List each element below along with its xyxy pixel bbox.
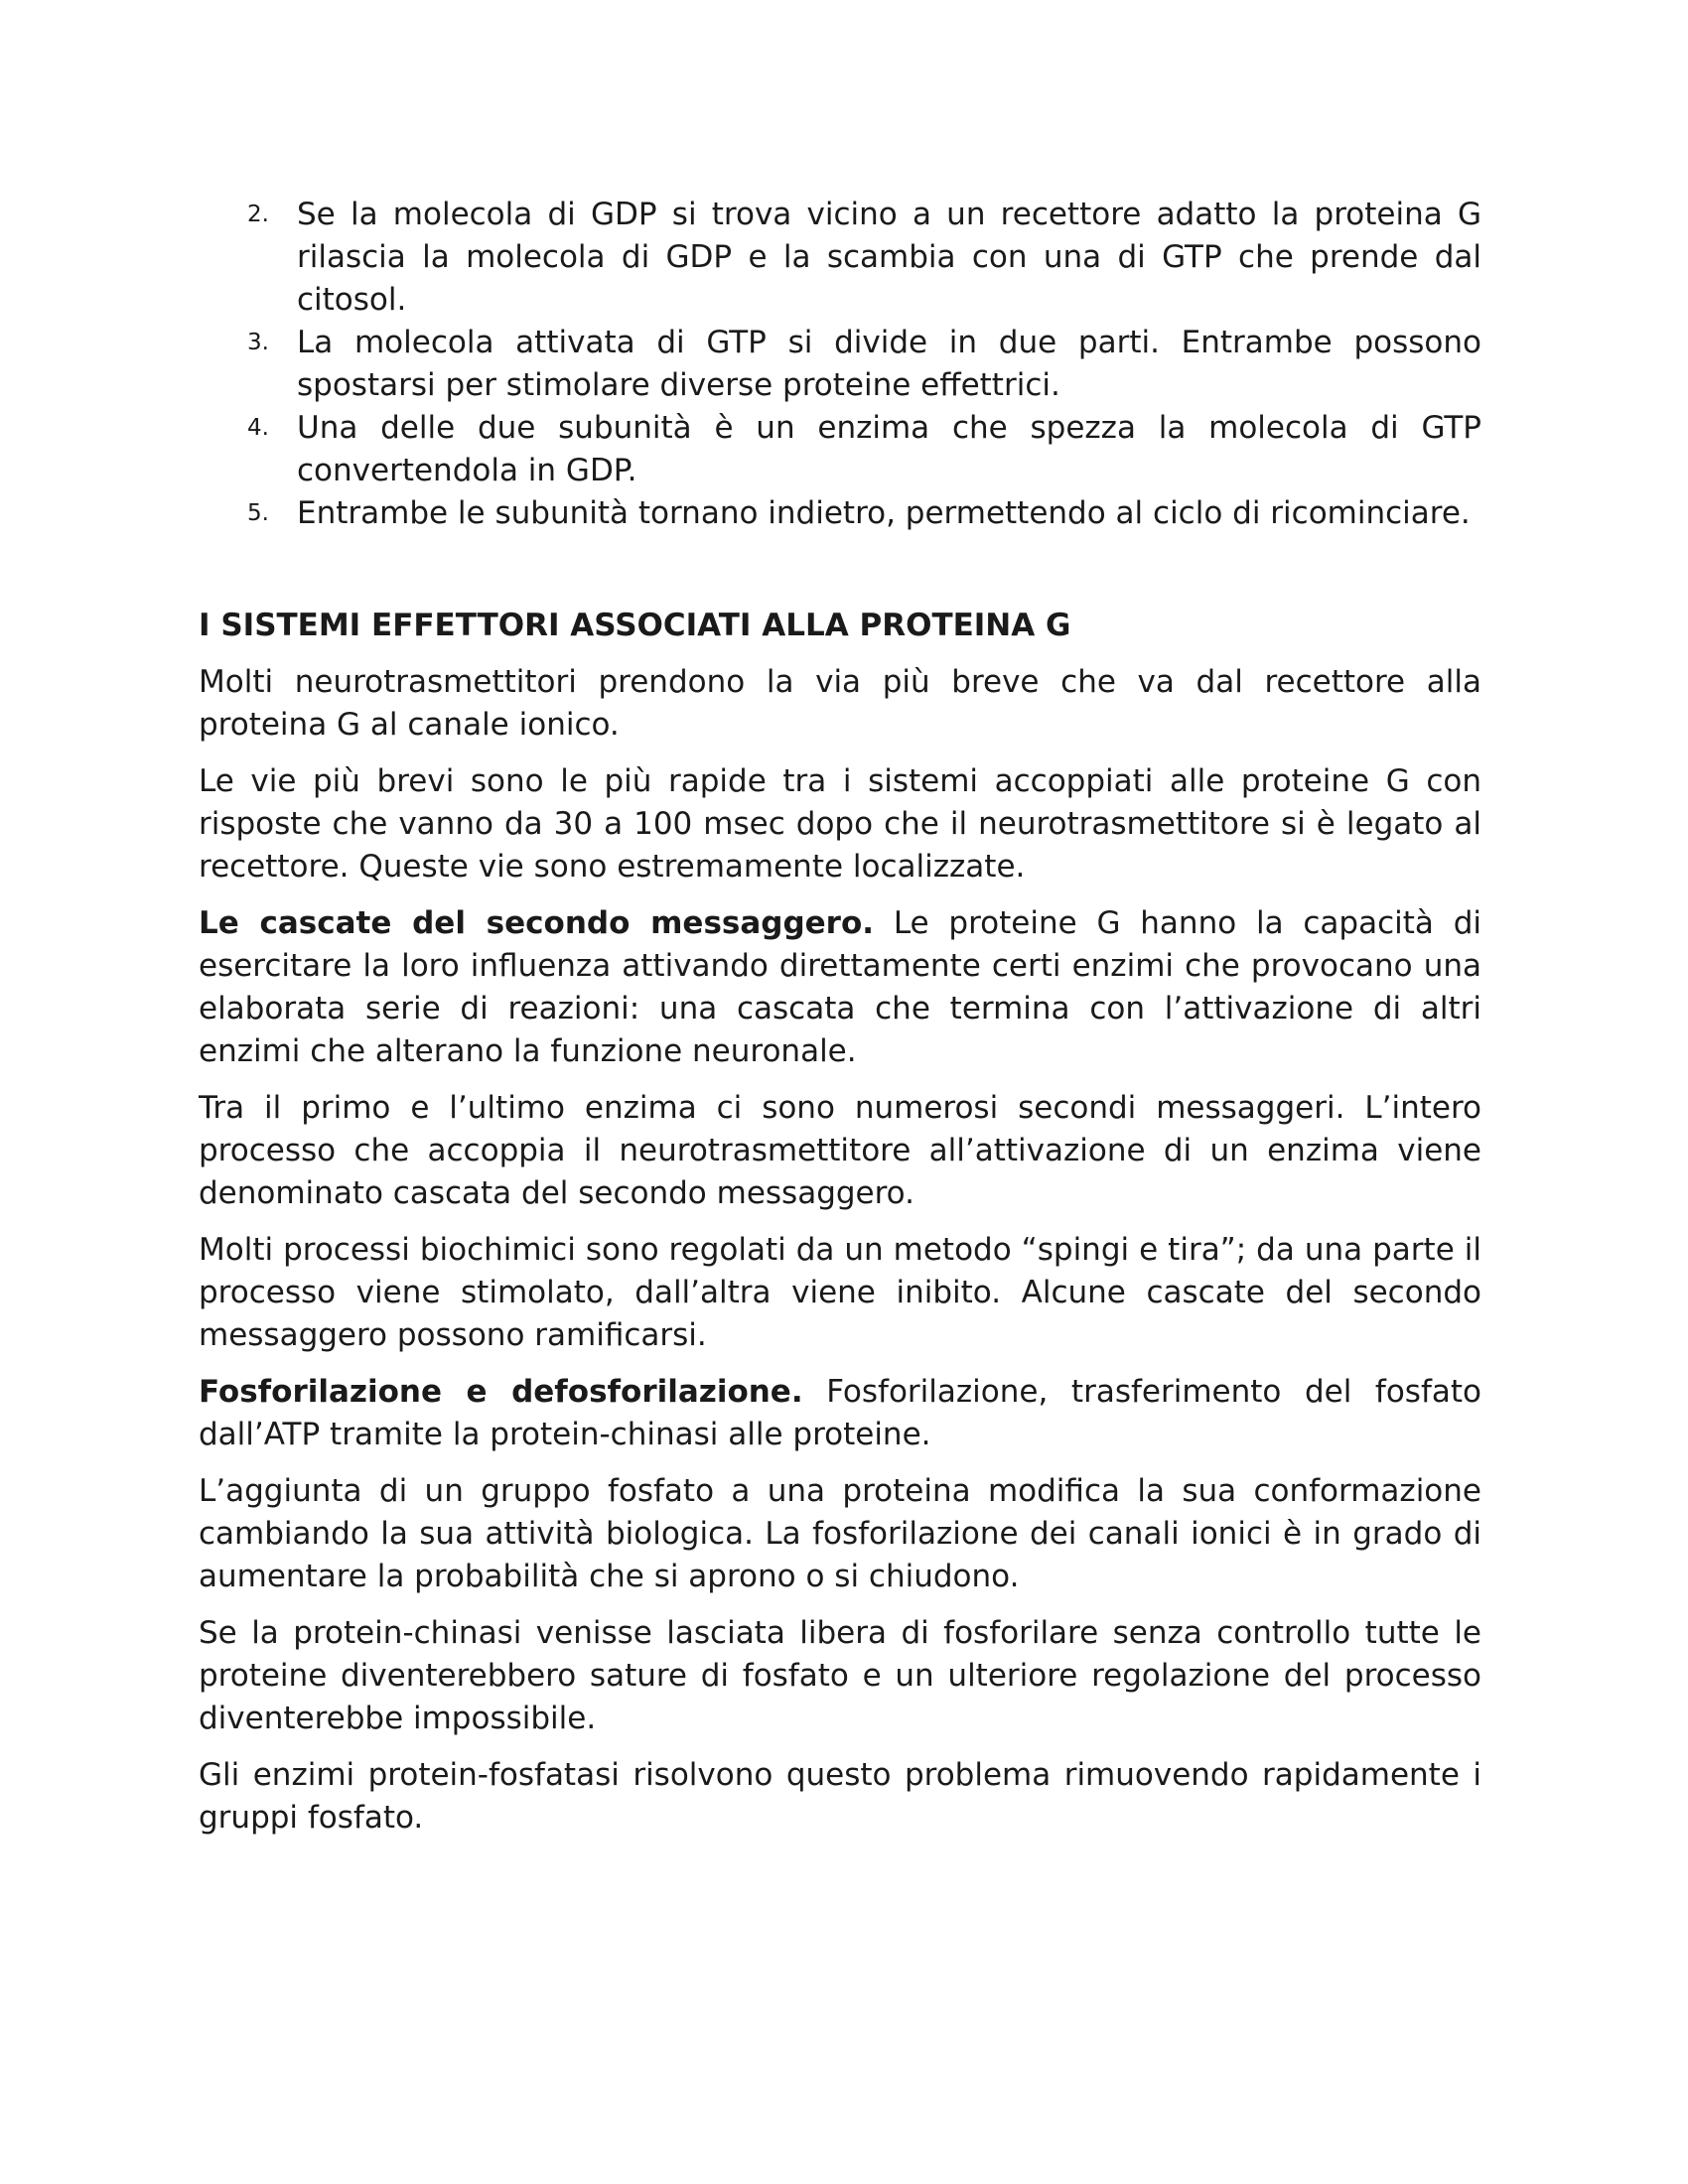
- section-heading: I SISTEMI EFFETTORI ASSOCIATI ALLA PROTEINA G: [199, 608, 1071, 643]
- list-item-number: 3.: [247, 330, 269, 355]
- list-item-text: La molecola attivata di GTP si divide in due parti. Entrambe possono spostarsi per stimolare diverse proteine effettrici.: [297, 325, 1481, 403]
- paragraph-text: Molti processi biochimici sono regolati da un metodo “spingi e tira”; da una parte il processo viene stimolato, dall’altra viene inibito. Alcune cascate del secondo messaggero possono ramificarsi.: [199, 1232, 1481, 1353]
- paragraph-text: Gli enzimi protein-fosfatasi risolvono questo problema rimuovendo rapidamente i gruppi fosfato.: [199, 1757, 1481, 1836]
- paragraph-text: L’aggiunta di un gruppo fosfato a una proteina modifica la sua conformazione cambiando la sua attività biologica. La fosforilazione dei canali ionici è in grado di aumentare la probabilità che si aprono o si chiudono.: [199, 1473, 1481, 1594]
- list-item-text: Una delle due subunità è un enzima che spezza la molecola di GTP convertendola in GDP.: [297, 410, 1481, 488]
- list-item: [199, 492, 1481, 535]
- paragraph: [199, 1087, 1481, 1215]
- list-item-text: Se la molecola di GDP si trova vicino a un recettore adatto la proteina G rilascia la molecola di GDP e la scambia con una di GTP che prende dal citosol.: [297, 197, 1481, 318]
- paragraph: [199, 661, 1481, 747]
- list-item-number: 4.: [247, 415, 269, 441]
- document-page: [199, 194, 1481, 1840]
- paragraph: [199, 760, 1481, 888]
- list-item: [199, 407, 1481, 492]
- paragraph: [199, 1229, 1481, 1357]
- list-item-number: 5.: [247, 500, 269, 526]
- paragraph: [199, 1470, 1481, 1598]
- list-item-text: Entrambe le subunità tornano indietro, permettendo al ciclo di ricominciare.: [297, 495, 1471, 531]
- paragraph: [199, 902, 1481, 1073]
- paragraph-text: Tra il primo e l’ultimo enzima ci sono numerosi secondi messaggeri. L’intero processo che accoppia il neurotrasmettitore all’attivazione di un enzima viene denominato cascata del secondo messaggero.: [199, 1090, 1481, 1211]
- list-item: [199, 322, 1481, 407]
- paragraph-text: Se la protein-chinasi venisse lasciata libera di fosforilare senza controllo tutte le proteine diventerebbero sature di fosfato e un ulteriore regolazione del processo diventerebbe impossibile.: [199, 1615, 1481, 1736]
- paragraph-text: Molti neurotrasmettitori prendono la via più breve che va dal recettore alla proteina G al canale ionico.: [199, 664, 1481, 743]
- paragraph-text: Le proteine G hanno la capacità di esercitare la loro influenza attivando direttamente certi enzimi che provocano una elaborata serie di reazioni: una cascata che termina con l’attivazione di altri enzimi che alterano la funzione neuronale.: [199, 905, 1481, 1069]
- paragraph: [199, 1371, 1481, 1456]
- numbered-steps-list: [199, 194, 1481, 535]
- list-item: [199, 194, 1481, 322]
- paragraph: [199, 1612, 1481, 1740]
- paragraph: [199, 1754, 1481, 1840]
- list-item-number: 2.: [247, 202, 269, 227]
- paragraph-lead: Fosforilazione e defosforilazione.: [199, 1374, 803, 1410]
- paragraph-text: Le vie più brevi sono le più rapide tra i sistemi accoppiati alle proteine G con risposte che vanno da 30 a 100 msec dopo che il neurotrasmettitore si è legato al recettore. Queste vie sono estremamente localizzate.: [199, 763, 1481, 885]
- paragraph-lead: Le cascate del secondo messaggero.: [199, 905, 875, 941]
- paragraph-text: Fosforilazione, trasferimento del fosfato dall’ATP tramite la protein-chinasi alle proteine.: [199, 1374, 1481, 1452]
